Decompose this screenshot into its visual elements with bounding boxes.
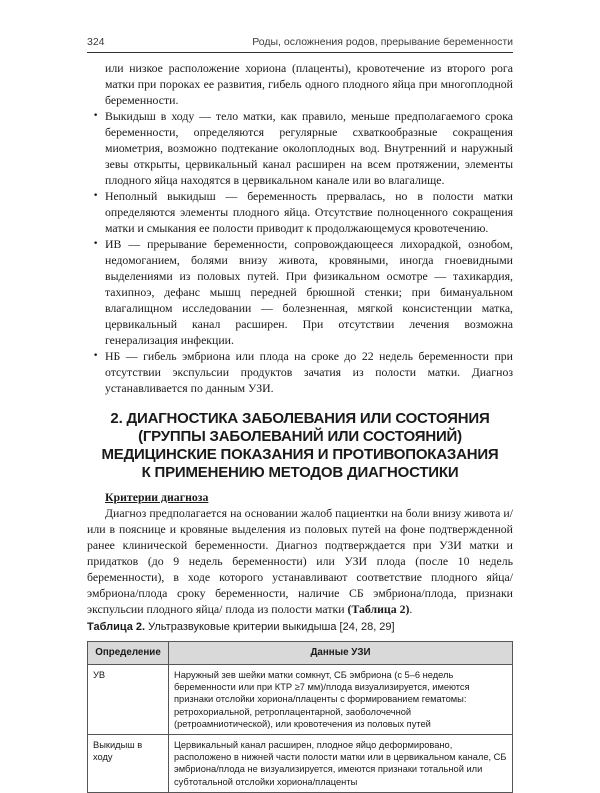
section-title-line: 2. ДИАГНОСТИКА ЗАБОЛЕВАНИЯ ИЛИ СОСТОЯНИЯ [110,410,490,427]
list-item-text: НБ — гибель эмбриона или плода на сроке до 22 недель беременности при отсутствии экспульсии продуктов зачатия из полости матки. Диагноз устанавливается по данным УЗИ. [105,349,513,395]
table-caption-text: Ультразвуковые критерии выкидыша [24, 28, 29] [148,621,395,633]
list-item-text: ИВ — прерывание беременности, сопровождающееся лихорадкой, ознобом, недомоганием, болями внизу живота, кровяными, иногда гноевидными выделениями из половых путей. При физикальном осмотре — тахикардия, тахипноэ, дефанс мышц передней брюшной стенки; при бимануальном влагалищном исследовании — болезненная, мягкой консистенции матка, цервикальный канал расширен. При отсутствии лечения возможна генерализация инфекции. [105,237,513,347]
page-body [87,60,513,793]
list-item [87,108,513,188]
table-row [88,665,513,735]
bullet-icon: • [93,191,99,201]
criteria-text: Диагноз предполагается на основании жалоб пациентки на боли внизу живота и/или в пояснице и кровяные выделения из половых путей на фоне подтвержденной ранее клинической беременности. Диагноз подтверждается при УЗИ матки и придатков (до 9 недель беременности) или УЗИ плода (после 10 недель беременности), в ходе которого устанавливают соответствие плодного яйца/эмбриона/плода сроку беременности, наличие СБ эмбриона/плода, признаки экспульсии плодного яйца/ плода из полости матки [87,506,513,616]
criteria-heading: Критерии диагноза [105,490,209,504]
bullet-icon: • [93,239,99,249]
list-item-text: Неполный выкидыш — беременность прервалась, но в полости матки определяются элементы плодного яйца. Отсутствие полноценного сокращения матки и смыкания ее полости приводит к продолжающемуся кровотечению. [105,189,513,235]
table-caption [87,620,513,635]
table-header-row [88,642,513,665]
table-row [88,735,513,793]
running-title: Роды, осложнения родов, прерывание беременности [252,36,513,48]
definition-cell: Выкидыш в ходу [88,735,169,793]
page-number: 324 [87,36,105,48]
table-caption-label: Таблица 2. [87,621,146,633]
bullet-icon: • [93,351,99,361]
column-header: Данные УЗИ [169,642,513,665]
ultrasound-data-cell: Цервикальный канал расширен, плодное яйцо деформировано, расположено в нижней части полости матки или в цервикальном канале, СБ эмбриона/плода не визуализируется, имеются признаки тотальной или субтотальной отслойки хориона/плаценты [169,735,513,793]
table-reference: (Таблица 2) [347,602,410,616]
section-title [87,410,513,482]
list-item [87,348,513,396]
list-item [87,188,513,236]
criteria-paragraph [87,505,513,617]
continuation-paragraph: или низкое расположение хориона (плаценты), кровотечение из второго рога матки при пороках ее развития, гибель одного плодного яйца при многоплодной беременности. [105,61,513,107]
bullet-list [87,108,513,396]
list-item [87,236,513,348]
section-title-line: К ПРИМЕНЕНИЮ МЕТОДОВ ДИАГНОСТИКИ [141,464,459,481]
criteria-end: . [409,602,413,616]
section-title-line: (ГРУППЫ ЗАБОЛЕВАНИЙ ИЛИ СОСТОЯНИЙ) [138,428,462,445]
section-title-line: МЕДИЦИНСКИЕ ПОКАЗАНИЯ И ПРОТИВОПОКАЗАНИЯ [101,446,499,463]
ultrasound-criteria-table [87,641,513,793]
ultrasound-data-cell: Наружный зев шейки матки сомкнут, СБ эмбриона (с 5–6 недель беременности или при КТР ≥7 мм)/плода визуализируется, имеются признаки отслойки хориона/плаценты с формированием гематомы: ретрохориальной, ретроплацентарной, заоболочечной (ретроамниотической), или кровотечения из половых путей [169,665,513,735]
column-header: Определение [88,642,169,665]
header-rule [87,52,513,53]
list-item-text: Выкидыш в ходу — тело матки, как правило, меньше предполагаемого срока беременности, определяются регулярные схваткообразные сокращения миометрия, возможно подтекание околоплодных вод. Внутренний и наружный зевы открыты, цервикальный канал расширен на всем протяжении, элементы плодного яйца находятся в цервикальном канале или во влагалище. [105,109,513,187]
bullet-icon: • [93,111,99,121]
definition-cell: УВ [88,665,169,735]
